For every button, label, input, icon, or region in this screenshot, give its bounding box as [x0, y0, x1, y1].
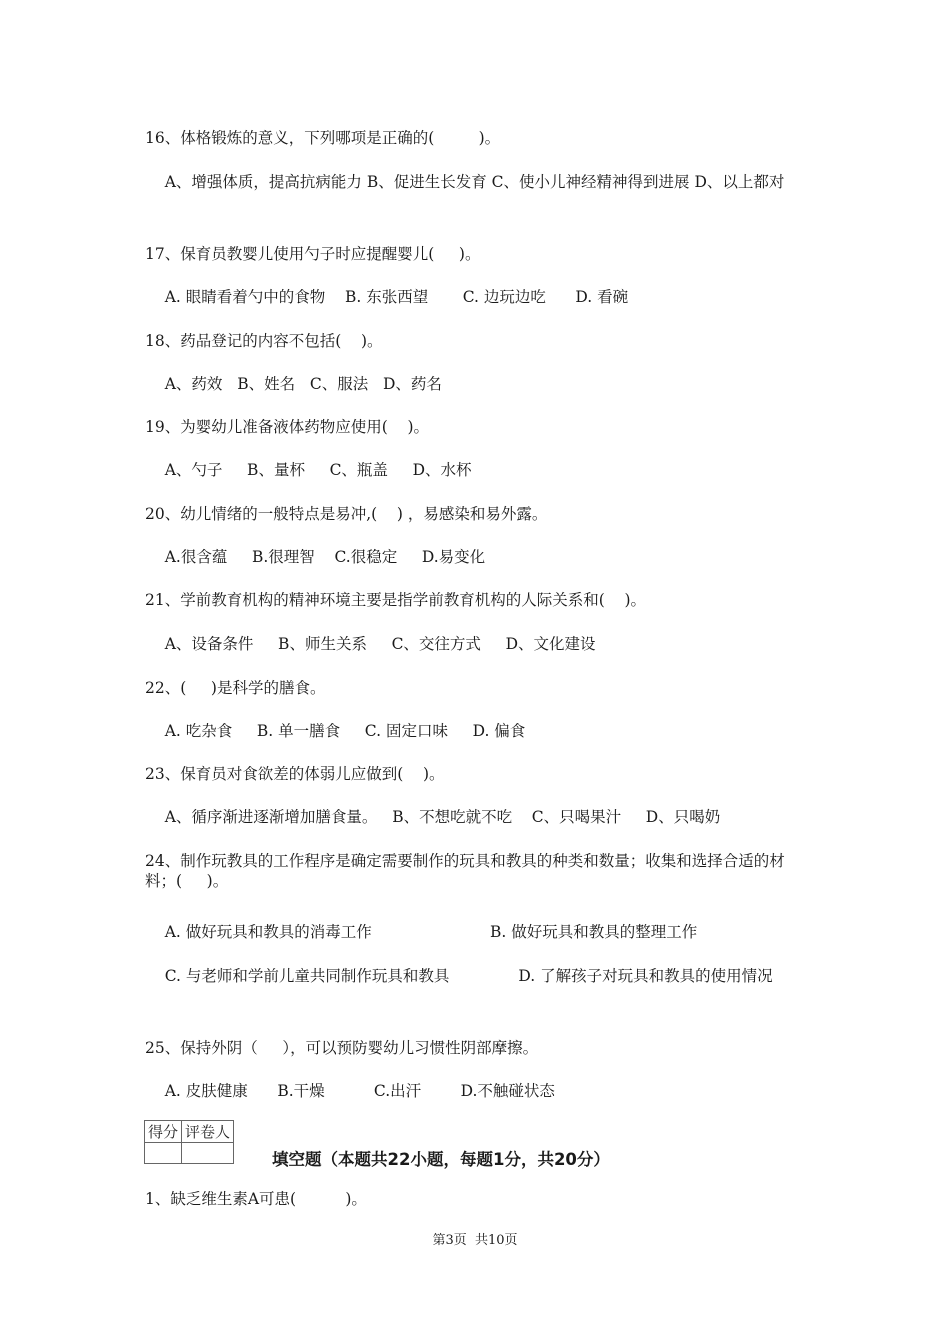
score-box [144, 1120, 234, 1164]
question-line: 21、学前教育机构的精神环境主要是指学前教育机构的人际关系和( )。 [145, 591, 647, 609]
score-cell [145, 1143, 182, 1164]
fill-question-1: 1、缺乏维生素A可患( )。 [145, 1190, 367, 1208]
question-line: A. 吃杂食 B. 单一膳食 C. 固定口味 D. 偏食 [145, 722, 526, 740]
question-line: A、药效 B、姓名 C、服法 D、药名 [145, 375, 442, 393]
question-line: 24、制作玩教具的工作程序是确定需要制作的玩具和教具的种类和数量；收集和选择合适的材料；( )。 [145, 852, 785, 890]
question-line: 19、为婴幼儿准备液体药物应使用( )。 [145, 418, 430, 436]
question-line: 18、药品登记的内容不包括( )。 [145, 332, 383, 350]
question-line: A.很含蕴 B.很理智 C.很稳定 D.易变化 [145, 548, 486, 566]
score-label: 得分 [145, 1121, 182, 1143]
question-line: 17、保育员教婴儿使用勺子时应提醒婴儿( )。 [145, 245, 481, 263]
question-line: A. 做好玩具和教具的消毒工作 B. 做好玩具和教具的整理工作 [145, 923, 698, 941]
grader-label: 评卷人 [182, 1121, 234, 1143]
question-line: C. 与老师和学前儿童共同制作玩具和教具 D. 了解孩子对玩具和教具的使用情况 [145, 967, 773, 985]
question-line: A、增强体质，提高抗病能力 B、促进生长发育 C、使小儿神经精神得到进展 D、以上都对 [145, 173, 785, 191]
question-line: A、勺子 B、量杯 C、瓶盖 D、水杯 [145, 461, 472, 479]
grader-cell [182, 1143, 234, 1164]
question-line: A、循序渐进逐渐增加膳食量。 B、不想吃就不吃 C、只喝果汁 D、只喝奶 [145, 808, 721, 826]
question-line: 22、( )是科学的膳食。 [145, 679, 326, 697]
question-line: 23、保育员对食欲差的体弱儿应做到( )。 [145, 765, 445, 783]
question-line: 25、保持外阴（ ），可以预防婴幼儿习惯性阴部摩擦。 [145, 1039, 539, 1057]
question-line: 16、体格锻炼的意义，下列哪项是正确的( )。 [145, 129, 501, 147]
section-title: 填空题（本题共22小题，每题1分，共20分） [272, 1150, 610, 1169]
question-line: 20、幼儿情绪的一般特点是易冲,( ) ，易感染和易外露。 [145, 505, 548, 523]
question-line: A. 眼睛看着勺中的食物 B. 东张西望 C. 边玩边吃 D. 看碗 [145, 288, 629, 306]
question-line: A. 皮肤健康 B.干燥 C.出汗 D.不触碰状态 [145, 1082, 555, 1100]
page-footer: 第3页 共10页 [432, 1233, 518, 1248]
question-line: A、设备条件 B、师生关系 C、交往方式 D、文化建设 [145, 635, 596, 653]
